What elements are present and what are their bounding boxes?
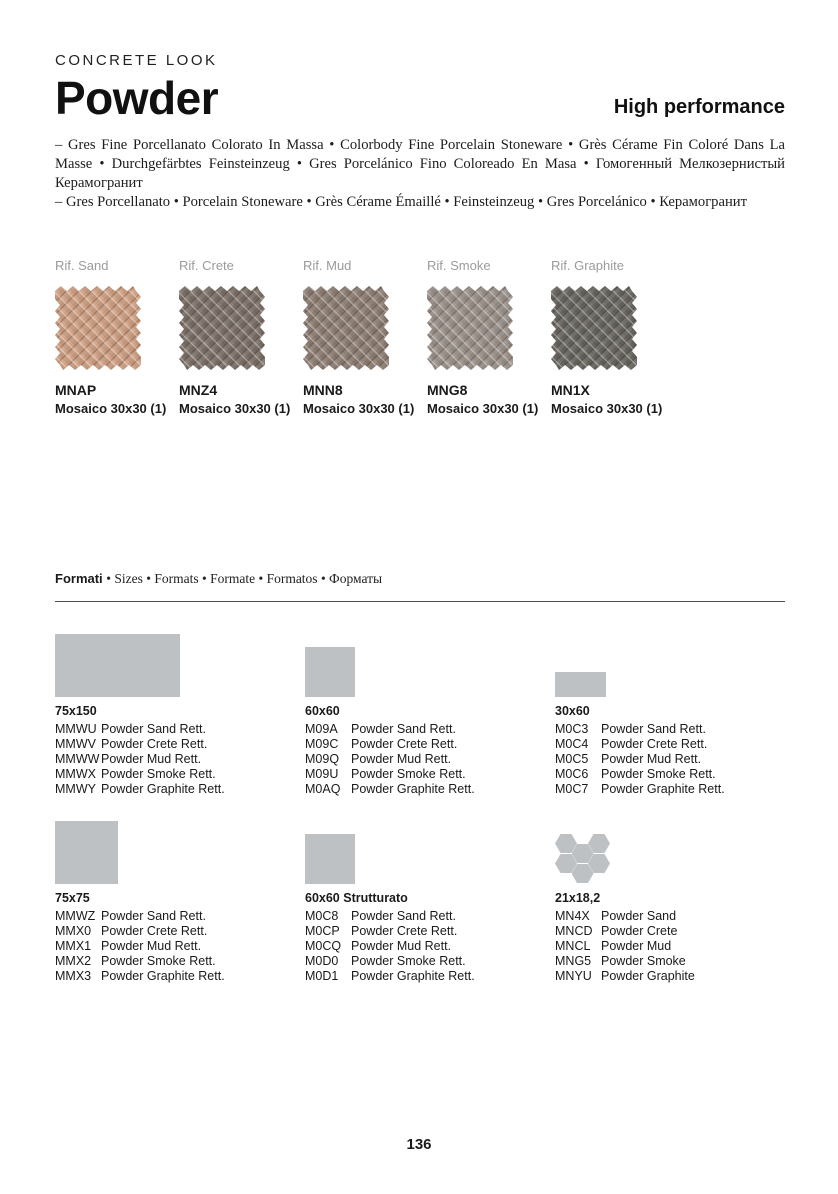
format-grid [55,634,785,984]
tile-shape-75x150 [55,634,180,697]
tile-visual [305,634,555,697]
product-description [55,136,785,212]
sku-code: M0C7 [555,782,589,796]
hexagon-tile-cluster [555,834,611,884]
sku-name: Powder Graphite Rett. [101,969,225,983]
product-format: Mosaico 30x30 (1) [179,401,291,416]
size-label: 75x75 [55,891,90,905]
ref-label: Rif. Crete [179,258,234,273]
product-code: MNAP [55,382,97,398]
product-code: MN1X [551,382,590,398]
sku-name: Powder Sand Rett. [351,909,456,923]
sku-code: MMWW [55,752,100,766]
format-group-75x150 [55,634,305,797]
sku-name: Powder Graphite [601,969,695,983]
product-code: MNZ4 [179,382,218,398]
sku-list [305,722,555,797]
sku-name: Powder Mud [601,939,672,953]
collection-eyebrow: CONCRETE LOOK [55,52,218,69]
tile-visual [305,821,555,884]
sku-name: Powder Mud Rett. [601,752,702,766]
sku-row [305,767,555,782]
performance-label: High performance [613,96,785,118]
sku-name: Powder Graphite Rett. [351,969,475,983]
size-label: 21x18,2 [555,891,601,905]
product-code: MNG8 [427,382,468,398]
sku-row [305,954,555,969]
sku-code: MNG5 [555,954,592,968]
ref-label: Rif. Sand [55,258,109,273]
product-format: Mosaico 30x30 (1) [427,401,539,416]
mosaic-swatch-mud [303,286,389,370]
tile-visual [555,634,785,697]
sku-code: M09A [305,722,338,736]
sku-name: Powder Crete Rett. [101,924,208,938]
mosaic-swatch-crete [179,286,265,370]
tile-shape-75x75 [55,821,118,884]
sku-code: M0C3 [555,722,589,736]
sku-name: Powder Smoke Rett. [101,954,216,968]
sku-name: Powder Sand Rett. [601,722,706,736]
description-glazed: – Gres Porcellanato • Porcelain Stoneware • Grès Cérame Émaillé • Feinsteinzeug • Gres Porcelánico • Керамогранит [55,194,747,210]
sku-row [305,924,555,939]
ref-label: Rif. Graphite [551,258,624,273]
sku-row [55,954,305,969]
sku-code: MMWV [55,737,96,751]
mosaic-column-mud [303,258,415,416]
sku-row [555,752,785,767]
sku-row [55,909,305,924]
product-format: Mosaico 30x30 (1) [55,401,167,416]
format-group-75x75 [55,821,305,984]
sku-name: Powder Graphite Rett. [601,782,725,796]
sku-row [555,722,785,737]
sku-code: MMX3 [55,969,92,983]
sku-name: Powder Graphite Rett. [101,782,225,796]
sku-list [55,722,305,797]
formats-heading [55,571,785,587]
sku-row [55,939,305,954]
sku-code: M0D0 [305,954,339,968]
sku-row [55,782,305,797]
sku-name: Powder Mud Rett. [101,752,202,766]
sku-row [55,969,305,984]
sku-row [555,782,785,797]
sku-code: MNCD [555,924,593,938]
sku-code: MMX1 [55,939,92,953]
sku-row [305,752,555,767]
sku-code: MNCL [555,939,591,953]
sku-row [305,782,555,797]
sku-name: Powder Sand [601,909,677,923]
sku-code: M0C6 [555,767,589,781]
sku-name: Powder Mud Rett. [351,939,452,953]
mosaic-swatches-section [55,258,785,416]
sku-code: M0C5 [555,752,589,766]
sku-name: Powder Crete Rett. [351,924,458,938]
sku-name: Powder Crete Rett. [601,737,708,751]
sku-name: Powder Smoke Rett. [351,767,466,781]
sku-row [305,722,555,737]
sku-row [55,767,305,782]
ref-label: Rif. Smoke [427,258,491,273]
sku-name: Powder Smoke Rett. [351,954,466,968]
tile-visual [555,821,785,884]
sku-code: M09C [305,737,339,751]
page-number: 136 [406,1136,432,1153]
sku-name: Powder Smoke Rett. [101,767,216,781]
formats-heading-primary: Formati [55,571,103,586]
ref-label: Rif. Mud [303,258,352,273]
sku-row [305,969,555,984]
sku-code: M0D1 [305,969,339,983]
description-colorbody: – Gres Fine Porcellanato Colorato In Massa • Colorbody Fine Porcelain Stoneware • Grès Cérame Fin Coloré Dans La Masse • Durchgefärbtes Feinsteinzeug • Gres Porcelánico Fino Coloreado En Masa • Гомогенный Мелкозернистый Керамогранит [55,137,785,191]
sku-code: M09Q [305,752,340,766]
sku-row [55,752,305,767]
format-group-60x60-strutturato [305,821,555,984]
product-code: MNN8 [303,382,343,398]
sku-name: Powder Smoke Rett. [601,767,716,781]
sku-name: Powder Graphite Rett. [351,782,475,796]
sku-row [555,969,785,984]
sku-row [305,939,555,954]
sku-code: M0CQ [305,939,342,953]
sku-row [555,954,785,969]
sku-row [555,924,785,939]
sku-code: M0C4 [555,737,589,751]
sku-code: M0CP [305,924,340,938]
sku-name: Powder Sand Rett. [101,722,206,736]
sku-name: Powder Crete Rett. [351,737,458,751]
mosaic-swatch-sand [55,286,141,370]
title-row [55,72,785,124]
sku-list [305,909,555,984]
format-group-60x60 [305,634,555,797]
sku-code: MMWU [55,722,97,736]
sku-list [555,909,785,984]
sku-name: Powder Sand Rett. [351,722,456,736]
sku-code: MMX2 [55,954,92,968]
mosaic-column-crete [179,258,291,416]
sku-name: Powder Crete [601,924,678,938]
mosaic-swatch-smoke [427,286,513,370]
sku-code: MMWZ [55,909,96,923]
sku-name: Powder Smoke [601,954,686,968]
sku-code: M0AQ [305,782,341,796]
mosaic-column-sand [55,258,167,416]
sku-name: Powder Mud Rett. [351,752,452,766]
product-format: Mosaico 30x30 (1) [303,401,415,416]
sku-name: Powder Mud Rett. [101,939,202,953]
divider-rule [55,601,785,602]
tile-visual [55,634,305,697]
mosaic-swatch-graphite [551,286,637,370]
sku-code: MMWX [55,767,96,781]
sku-list [55,909,305,984]
sku-list [555,722,785,797]
sku-row [305,737,555,752]
mosaic-column-smoke [427,258,539,416]
sku-name: Powder Sand Rett. [101,909,206,923]
size-label: 75x150 [55,704,97,718]
sku-row [305,909,555,924]
sku-code: MMX0 [55,924,92,938]
size-label: 60x60 Strutturato [305,891,408,905]
sku-row [55,722,305,737]
format-group-21x18-2 [555,821,785,984]
tile-visual [55,821,305,884]
sku-row [555,767,785,782]
tile-shape-30x60 [555,672,606,697]
sku-code: MN4X [555,909,590,923]
product-format: Mosaico 30x30 (1) [551,401,663,416]
format-group-30x60 [555,634,785,797]
sku-code: MMWY [55,782,96,796]
sku-row [555,939,785,954]
size-label: 60x60 [305,704,340,718]
size-label: 30x60 [555,704,590,718]
sku-code: M09U [305,767,339,781]
sku-code: MNYU [555,969,592,983]
sku-row [55,737,305,752]
sku-row [555,909,785,924]
mosaic-column-graphite [551,258,663,416]
sku-row [55,924,305,939]
sku-row [555,737,785,752]
tile-shape-60x60-strutturato [305,834,355,884]
sku-code: M0C8 [305,909,339,923]
page-title: Powder [55,72,219,124]
formats-section [55,571,785,984]
tile-shape-60x60 [305,647,355,697]
sku-name: Powder Crete Rett. [101,737,208,751]
formats-heading-translations: • Sizes • Formats • Formate • Formatos • Форматы [106,571,383,586]
